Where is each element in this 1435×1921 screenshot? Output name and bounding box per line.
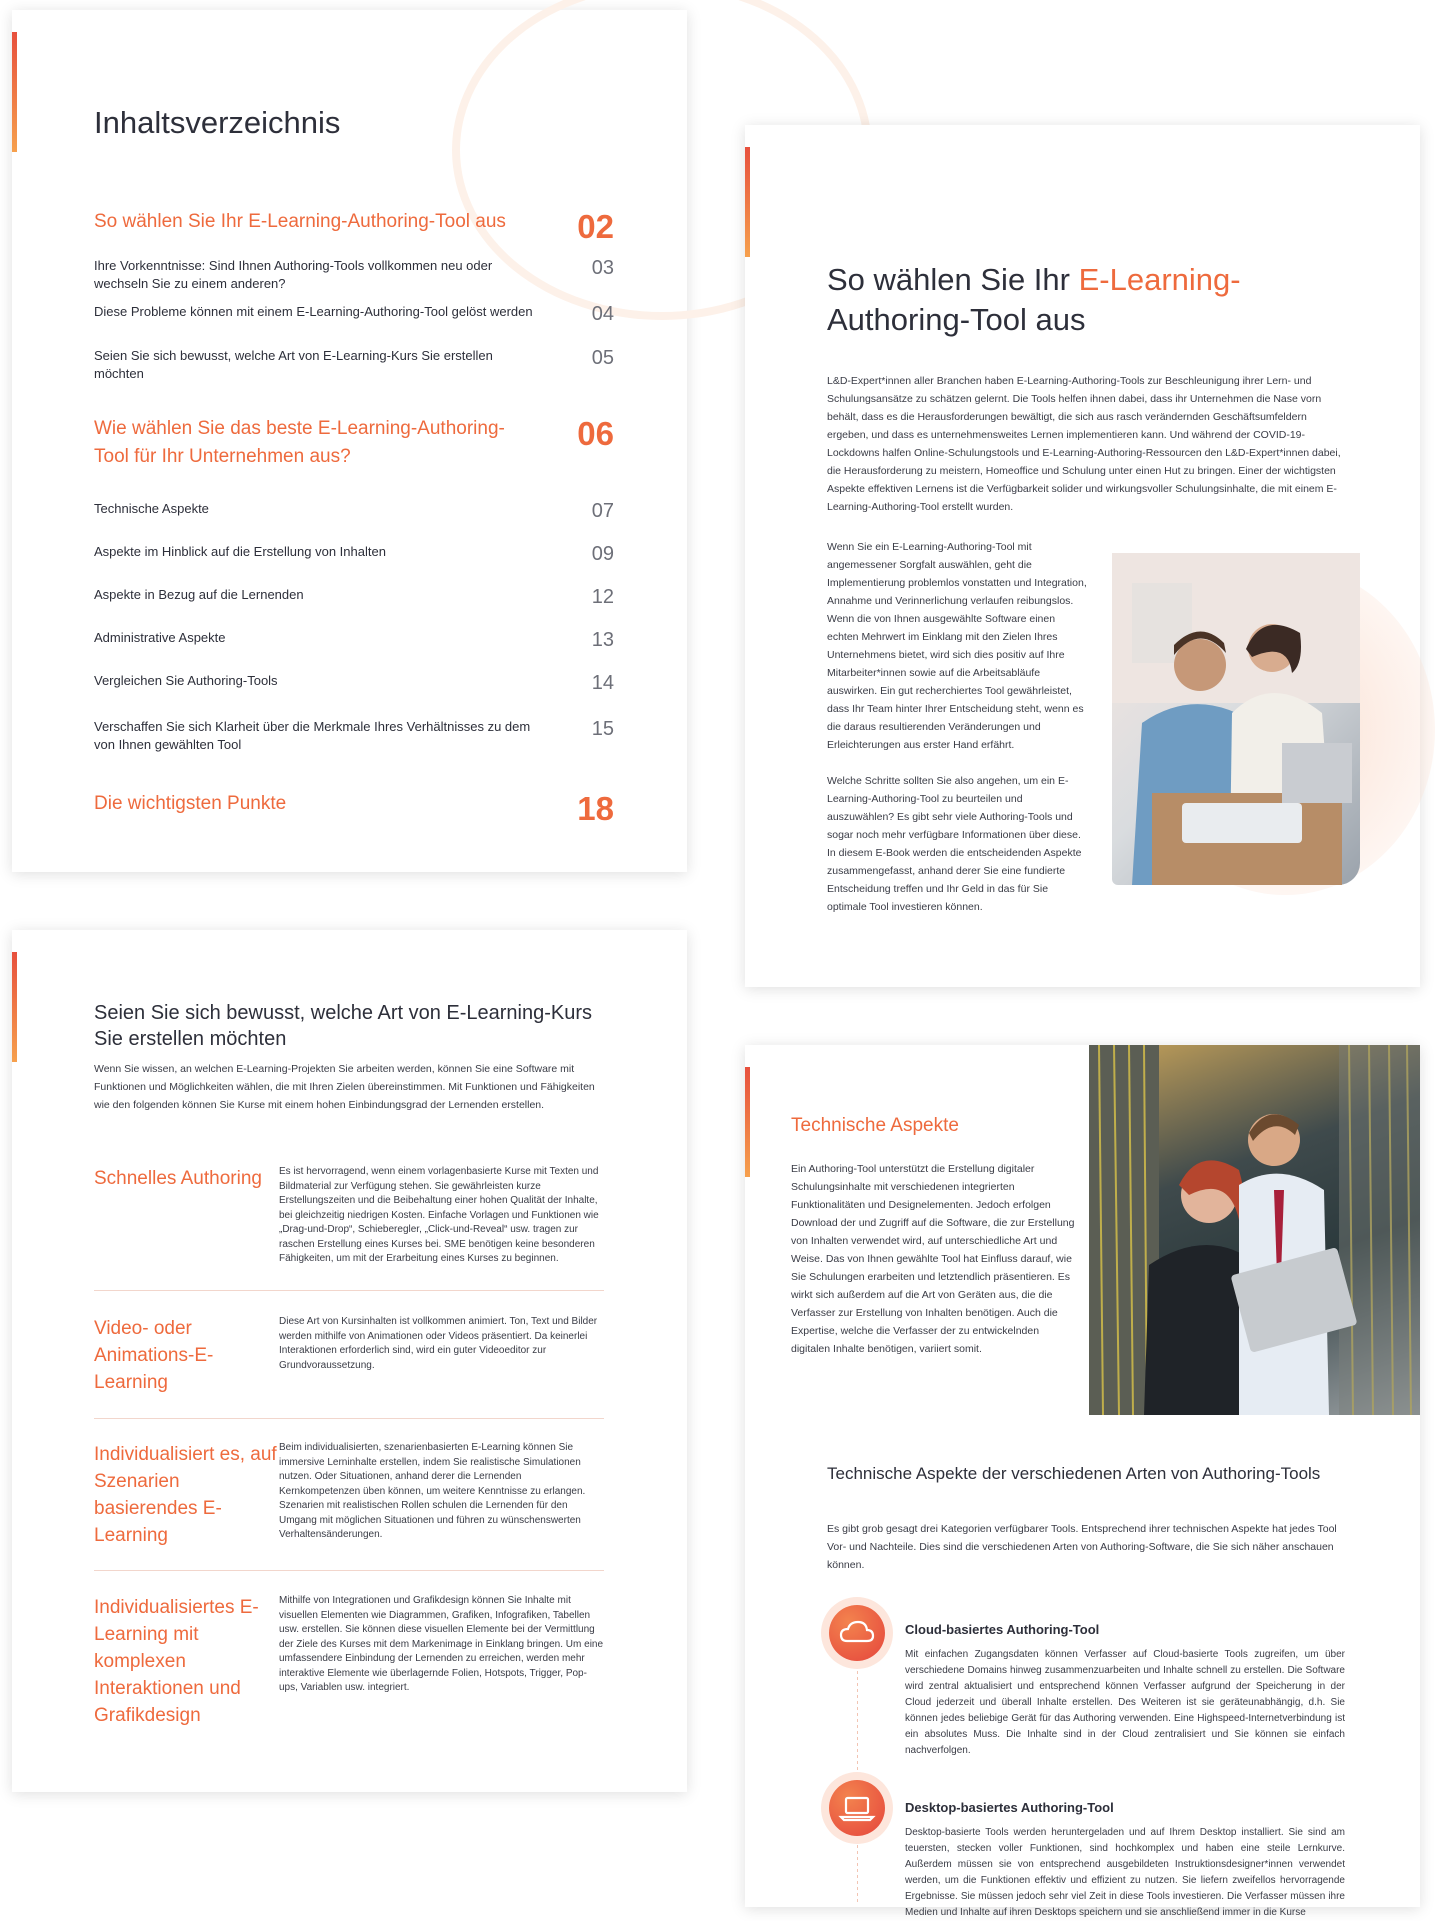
toc-entry[interactable]: Verschaffen Sie sich Klarheit über die Merkmale Ihres Verhältnisses zu dem von Ihnen gewählten Tool 15 (94, 718, 614, 752)
server-room-photo (1089, 1045, 1420, 1415)
accent-bar (12, 32, 17, 152)
section-title: Seien Sie sich bewusst, welche Art von E-Learning-Kurs Sie erstellen möchten (94, 1002, 593, 1050)
toc-entry[interactable]: So wählen Sie Ihr E-Learning-Authoring-Tool aus 02 (94, 208, 614, 245)
intro-paragraph: Ein Authoring-Tool unterstützt die Erstellung digitaler Schulungsinhalte mit verschiedenen integrierten Funktionalitäten und Designelementen. Jedoch erfolgen Download der und Zugriff auf die Software, die zur Erstellung von Inhalten verwendet wird, auf unterschiedliche Art und Weise. Das von Ihnen gewählte Tool hat Einfluss darauf, wie Sie Schulungen erarbeiten und letztendlich präsentieren. Es wirkt sich außerdem auf die Art von Geräten aus, die die Verfasser zur Erstellung von Inhalten benötigen. Auch die Expertise, welche die Verfasser der zu entwickelnden digitalen Inhalte benötigen, variiert somit. (791, 1163, 1075, 1355)
toc-entry[interactable]: Vergleichen Sie Authoring-Tools 14 (94, 672, 614, 694)
course-type (94, 1441, 604, 1549)
accent-bar (745, 1067, 750, 1177)
office-team-photo (1112, 553, 1360, 885)
toc-entry[interactable]: Aspekte im Hinblick auf die Erstellung von Inhalten 09 (94, 543, 614, 565)
laptop-icon (829, 1780, 885, 1836)
accent-bar (12, 952, 17, 1062)
toc-entry[interactable]: Wie wählen Sie das beste E-Learning-Authoring-Tool für Ihr Unternehmen aus? 06 (94, 415, 614, 467)
toc-entry[interactable]: Seien Sie sich bewusst, welche Art von E-Learning-Kurs Sie erstellen möchten 05 (94, 347, 614, 381)
toc-entry[interactable]: Technische Aspekte 07 (94, 500, 614, 522)
divider (94, 1418, 604, 1419)
cloud-tool-text: Mit einfachen Zugangsdaten können Verfasser auf Cloud-basierte Tools zugreifen, um über verschiedene Domains hinweg zusammenzuarbeiten und Inhalte schnell zu erstellen. Die Software wird zentral aktualisiert und entsprechend können Verfasser aufgrund der Speicherung in der Cloud jederzeit und überall Inhalte erstellen. Des Weiteren ist sie geräteunabhängig, d.h. Sie können jedes beliebige Gerät für das Authoring verwenden. Eine Highspeed-Internetverbindung ist ein absolutes Muss. Die Inhalte sind in der Cloud zentralisiert und Sie können sie einfach nachverfolgen. (905, 1649, 1345, 1756)
course-type (94, 1315, 604, 1396)
divider (94, 1570, 604, 1571)
toc-page (12, 10, 687, 872)
photo-illustration (1089, 1045, 1420, 1415)
photo-illustration (1112, 553, 1360, 885)
body-column (827, 538, 1089, 916)
cloud-icon (829, 1605, 885, 1661)
course-type-desc: Mithilfe von Integrationen und Grafikdesign können Sie Inhalte mit visuellen Elementen wie Diagrammen, Grafiken, Infografiken, Tabellen usw. erstellen. Sie können diese visuellen Elemente bei der Vermittlung der Ziele des Kurses mit dem Markenimage in Einklang bringen. Um eine umfassendere Einbindung der Lernenden zu erreichen, werden mehr interaktive Elemente wie überlagernde Folien, Hotspots, Trigger, Pop-ups, Variablen usw. integriert. (279, 1595, 604, 1693)
timeline-line (857, 1635, 858, 1905)
body-paragraph: Welche Schritte sollten Sie also angehen, um ein E-Learning-Authoring-Tool zu beurteilen und auszuwählen? Es gibt sehr viele Authoring-Tools und sogar noch mehr verfügbare Informationen über diese. In diesem E-Book werden die entscheidenden Aspekte zusammengefasst, anhand derer Sie eine fundierte Entscheidung treffen und Ihr Geld in das für Sie optimale Tool investieren können. (827, 775, 1082, 913)
desktop-tool-title: Desktop-basiertes Authoring-Tool (905, 1800, 1114, 1815)
course-type (94, 1594, 604, 1729)
toc-entry[interactable]: Aspekte in Bezug auf die Lernenden 12 (94, 586, 614, 608)
intro-paragraph: Wenn Sie wissen, an welchen E-Learning-Projekten Sie arbeiten werden, können Sie eine Software mit Funktionen und Möglichkeiten wählen, die mit Ihren Zielen übereinstimmen. Mit Funktionen und Fähigkeiten wie den folgenden können Sie Kurse mit einem hohen Einbindungsgrad der Lernenden erstellen. (94, 1063, 595, 1111)
page-title (827, 260, 1347, 340)
title-highlight: E-Learning- (1078, 262, 1241, 297)
course-type-title: Video- oder Animations-E-Learning (94, 1318, 214, 1393)
course-type-desc: Es ist hervorragend, wenn einem vorlagenbasierte Kurse mit Texten und Bildmaterial zur Verfügung stehen. Sie gewährleisten kurze Erstellungszeiten und die Beibehaltung einer hohen Qualität der Inhalte, bei gleichzeitig niedrigen Kosten. Einfache Vorlagen und Funktionen wie „Drag-und-Drop“, Schieberegler, „Click-und-Reveal“ usw. tragen zur raschen Erstellung eines Kurses bei. SME benötigen keine besonderen Fähigkeiten, um mit der Erarbeitung eines Kurses zu beginnen. (279, 1166, 599, 1264)
toc-entry[interactable]: Die wichtigsten Punkte 18 (94, 790, 614, 827)
course-type (94, 1165, 604, 1267)
course-type-desc: Beim individualisierten, szenarienbasierten E-Learning können Sie immersive Lerninhalte erstellen, indem Sie realistische Simulationen nutzen. Oder Situationen, anhand derer die Lernenden Kernkompetenzen üben können, um weitere Kenntnisse zu erlangen. Szenarien mit realistischen Rollen schulen die Lernenden für den Umgang mit möglichen Situationen und führen zu wünschenswerten Verhaltensänderungen. (279, 1442, 586, 1540)
divider (94, 1290, 604, 1291)
section-title: Technische Aspekte (791, 1115, 959, 1136)
desktop-tool-text: Desktop-basierte Tools werden heruntergeladen und auf Ihrem Desktop installiert. Sie sind am teuersten, stecken voller Funktionen, sind hochkomplex und haben eine steile Lernkurve. Außerdem müssen sie von entsprechend ausgebildeten Instruktionsdesigner*innen verwendet werden, um die Funktionen effektiv und effizient zu nutzen. Sie liefern zweifellos hervorragende Ergebnisse. Sie müssen jedoch sehr viel Zeit in diese Tools investieren. Die Verfasser müssen ihre Medien und Inhalte auf ihren Desktops speichern und sie anschließend immer in die Kurse (905, 1827, 1345, 1918)
intro-paragraph: L&D-Expert*innen aller Branchen haben E-Learning-Authoring-Tools zur Beschleunigung ihrer Lern- und Schulungsansätze zu schätzen gelernt. Die Tools helfen ihnen dabei, dass ihr Unternehmen die Nase vorn behält, dass es die Herausforderungen bewältigt, die sich aus rasch verändernden Geschäftsumfeldern ergeben, und dass es unternehmensweites Lernen implementieren kann. Und während der COVID-19-Lockdowns halfen Online-Schulungstools und E-Learning-Authoring-Ressourcen den L&D-Expert*innen dabei, die Herausforderung zu meistern, Homeoffice und Schulung unter einen Hut zu bringen. Einer der wichtigsten Aspekte effektiven Lernens ist die Verfügbarkeit solider und wirkungsvoller Schulungsinhalte, die mit einem E-Learning-Authoring-Tool erstellt wurden. (827, 375, 1341, 513)
toc-entry[interactable]: Ihre Vorkenntnisse: Sind Ihnen Authoring-Tools vollkommen neu oder wechseln Sie zu einem anderen? 03 (94, 257, 614, 291)
cloud-tool-title: Cloud-basiertes Authoring-Tool (905, 1622, 1100, 1637)
course-type-desc: Diese Art von Kursinhalten ist vollkommen animiert. Ton, Text und Bilder werden mithilfe von Animationen oder Videos präsentiert. Da keinerlei Interaktionen erforderlich sind, wird ein guter Videoeditor zur Grundvoraussetzung. (279, 1316, 598, 1371)
intro-page (745, 125, 1420, 987)
toc-title: Inhaltsverzeichnis (94, 105, 341, 140)
toc-entry[interactable]: Administrative Aspekte 13 (94, 629, 614, 651)
course-type-title: Individualisiertes E-Learning mit komplexen Interaktionen und Grafikdesign (94, 1597, 259, 1726)
course-types-page (12, 930, 687, 1792)
technical-aspects-page (745, 1045, 1420, 1918)
intro-paragraph: Es gibt grob gesagt drei Kategorien verfügbarer Tools. Entsprechend ihrer technischen Aspekte hat jedes Tool Vor- und Nachteile. Dies sind die verschiedenen Arten von Authoring-Software, die Sie sich näher anschauen können. (827, 1523, 1337, 1571)
accent-bar (745, 147, 750, 257)
subsection-title: Technische Aspekte der verschiedenen Arten von Authoring-Tools (827, 1464, 1321, 1483)
body-paragraph: Wenn Sie ein E-Learning-Authoring-Tool mit angemessener Sorgfalt auswählen, geht die Implementierung problemlos vonstatten und Integration, Annahme und Verinnerlichung verlaufen reibungslos. Wenn die von Ihnen ausgewählte Software einen echten Mehrwert im Einklang mit den Zielen Ihres Unternehmens bietet, wird sich dies positiv auf Ihre Mitarbeiter*innen sowie auf die Arbeitsabläufe auswirken. Ein gut recherchiertes Tool gewährleistet, dass Ihr Team hinter Ihrer Entscheidung steht, wenn es die daraus resultierenden Veränderungen und Erleichterungen aus erster Hand erfährt. (827, 541, 1087, 751)
title-part: Authoring-Tool aus (827, 302, 1086, 337)
course-type-title: Individualisiert es, auf Szenarien basierendes E-Learning (94, 1444, 277, 1546)
toc-entry[interactable]: Diese Probleme können mit einem E-Learning-Authoring-Tool gelöst werden 04 (94, 303, 614, 325)
title-part: So wählen Sie Ihr (827, 262, 1079, 297)
course-type-title: Schnelles Authoring (94, 1168, 262, 1189)
